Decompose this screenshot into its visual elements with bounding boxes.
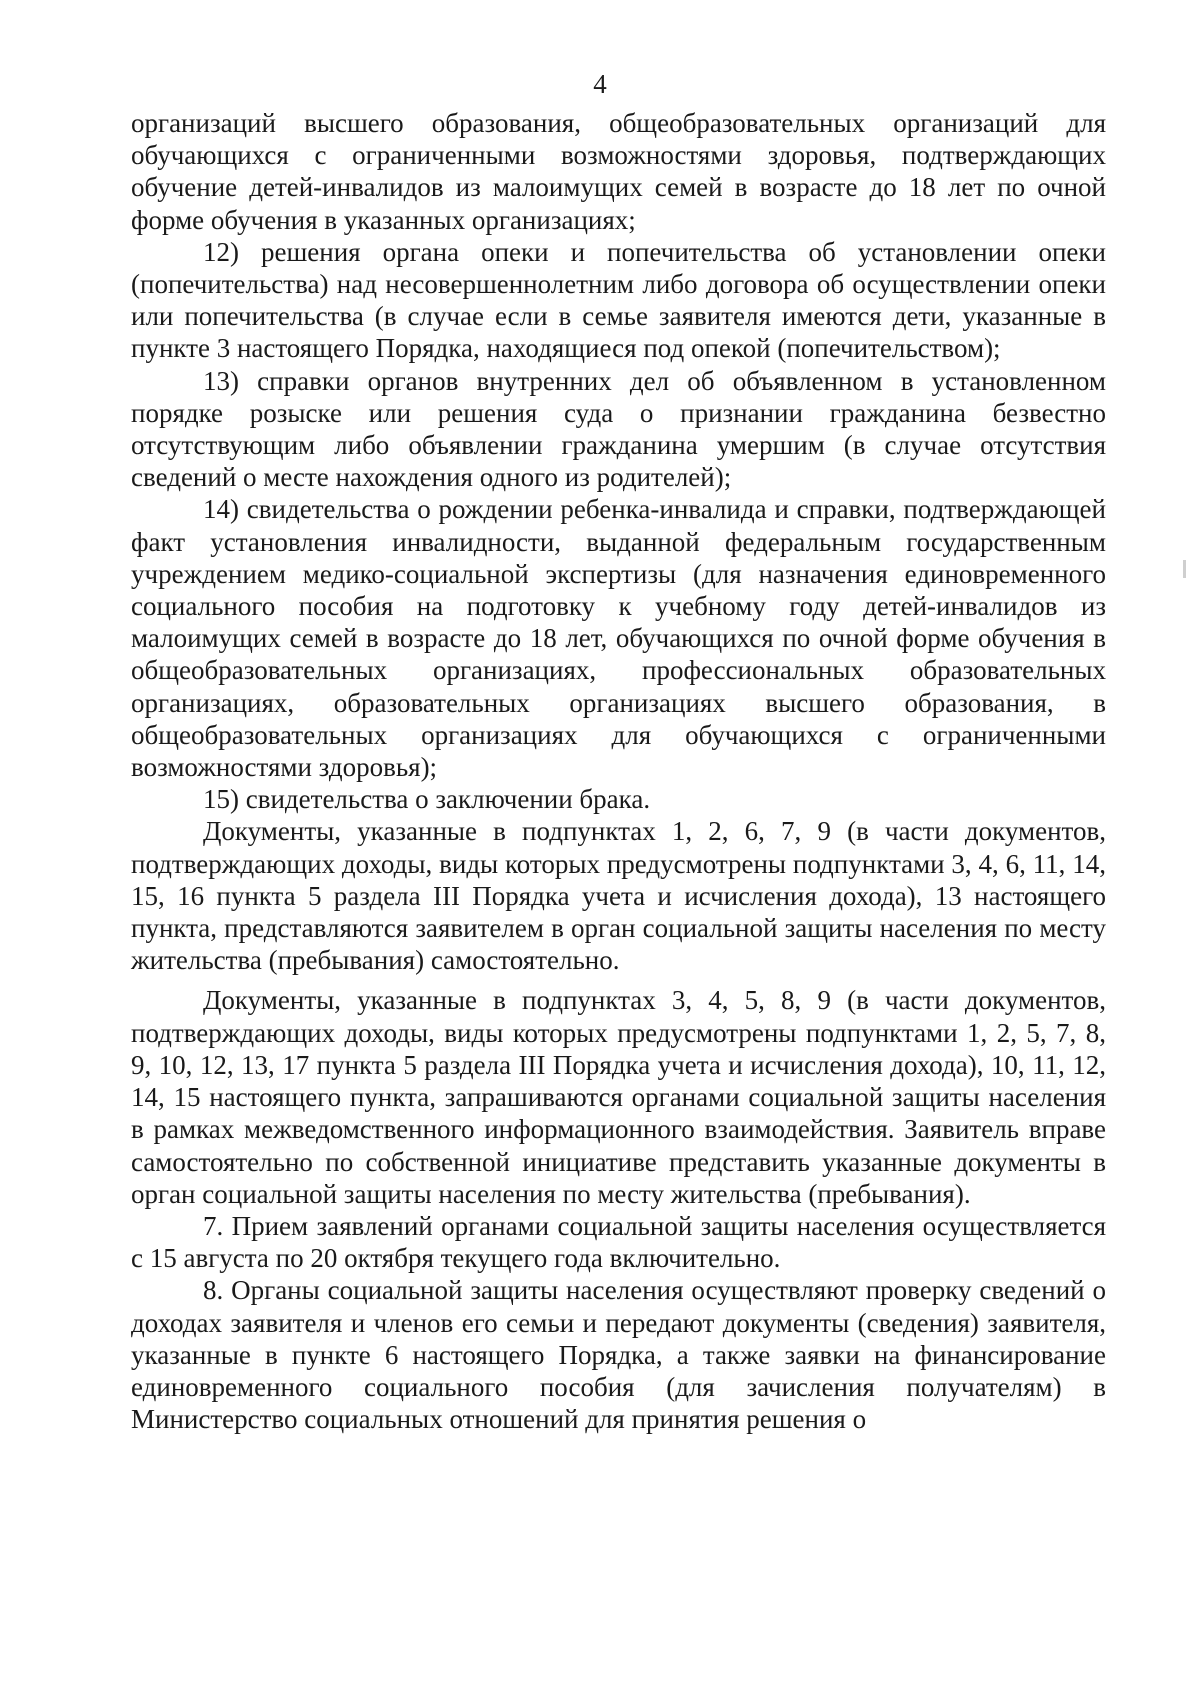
paragraph-continuation: организаций высшего образования, общеобразовательных организаций для обучающихся с ограниченными возможностями здоровья, подтверждающих обучение детей-инвалидов из малоимущих семей в возрасте до 18 лет по очной форме обучения в указанных организациях;: [131, 108, 1106, 235]
document-body: [131, 107, 1106, 1435]
paragraph-item-13: 13) справки органов внутренних дел об объявленном в установленном порядке розыске или решения суда о признании гражданина безвестно отсутствующим либо объявлении гражданина умершим (в случае отсутствия сведений о месте нахождения одного из родителей);: [131, 365, 1106, 493]
scan-mark: [1183, 560, 1186, 578]
paragraph-documents-self-submitted: Документы, указанные в подпунктах 1, 2, 6, 7, 9 (в части документов, подтверждающих доходы, виды которых предусмотрены подпунктами 3, 4, 6, 11, 14, 15, 16 пункта 5 раздела III Порядка учета и исчисления дохода), 13 настоящего пункта, представляются заявителем в орган социальной защиты населения по месту жительства (пребывания) самостоятельно.: [131, 816, 1106, 976]
paragraph-item-14: 14) свидетельства о рождении ребенка-инвалида и справки, подтверждающей факт установления инвалидности, выданной федеральным государственным учреждением медико-социальной экспертизы (для назначения единовременного социального пособия на подготовку к учебному году детей-инвалидов из малоимущих семей в возрасте до 18 лет, обучающихся по очной форме обучения в общеобразовательных организациях, профессиональных образовательных организациях, образовательных организациях высшего образования, в общеобразовательных организациях для обучающихся с ограниченными возможностями здоровья);: [131, 494, 1106, 783]
paragraph-documents-requested: Документы, указанные в подпунктах 3, 4, 5, 8, 9 (в части документов, подтверждающих доходы, виды которых предусмотрены подпунктами 1, 2, 5, 7, 8, 9, 10, 12, 13, 17 пункта 5 раздела III Порядка учета и исчисления дохода), 10, 11, 12, 14, 15 настоящего пункта, запрашиваются органами социальной защиты населения в рамках межведомственного информационного взаимодействия. Заявитель вправе самостоятельно по собственной инициативе представить указанные документы в орган социальной защиты населения по месту жительства (пребывания).: [131, 985, 1106, 1209]
paragraph-clause-8: 8. Органы социальной защиты населения осуществляют проверку сведений о доходах заявителя и членов его семьи и передают документы (сведения) заявителя, указанные в пункте 6 настоящего Порядка, а также заявки на финансирование единовременного социального пособия (для зачисления получателям) в Министерство социальных отношений для принятия решения о: [131, 1275, 1106, 1435]
paragraph-clause-7: 7. Прием заявлений органами социальной защиты населения осуществляется с 15 августа по 20 октября текущего года включительно.: [131, 1210, 1106, 1274]
paragraph-item-12: 12) решения органа опеки и попечительства об установлении опеки (попечительства) над несовершеннолетним либо договора об осуществлении опеки или попечительства (в случае если в семье заявителя имеются дети, указанные в пункте 3 настоящего Порядка, находящиеся под опекой (попечительством);: [131, 236, 1106, 364]
paragraph-item-15: 15) свидетельства о заключении брака.: [203, 784, 651, 815]
page-number: 4: [593, 69, 607, 99]
